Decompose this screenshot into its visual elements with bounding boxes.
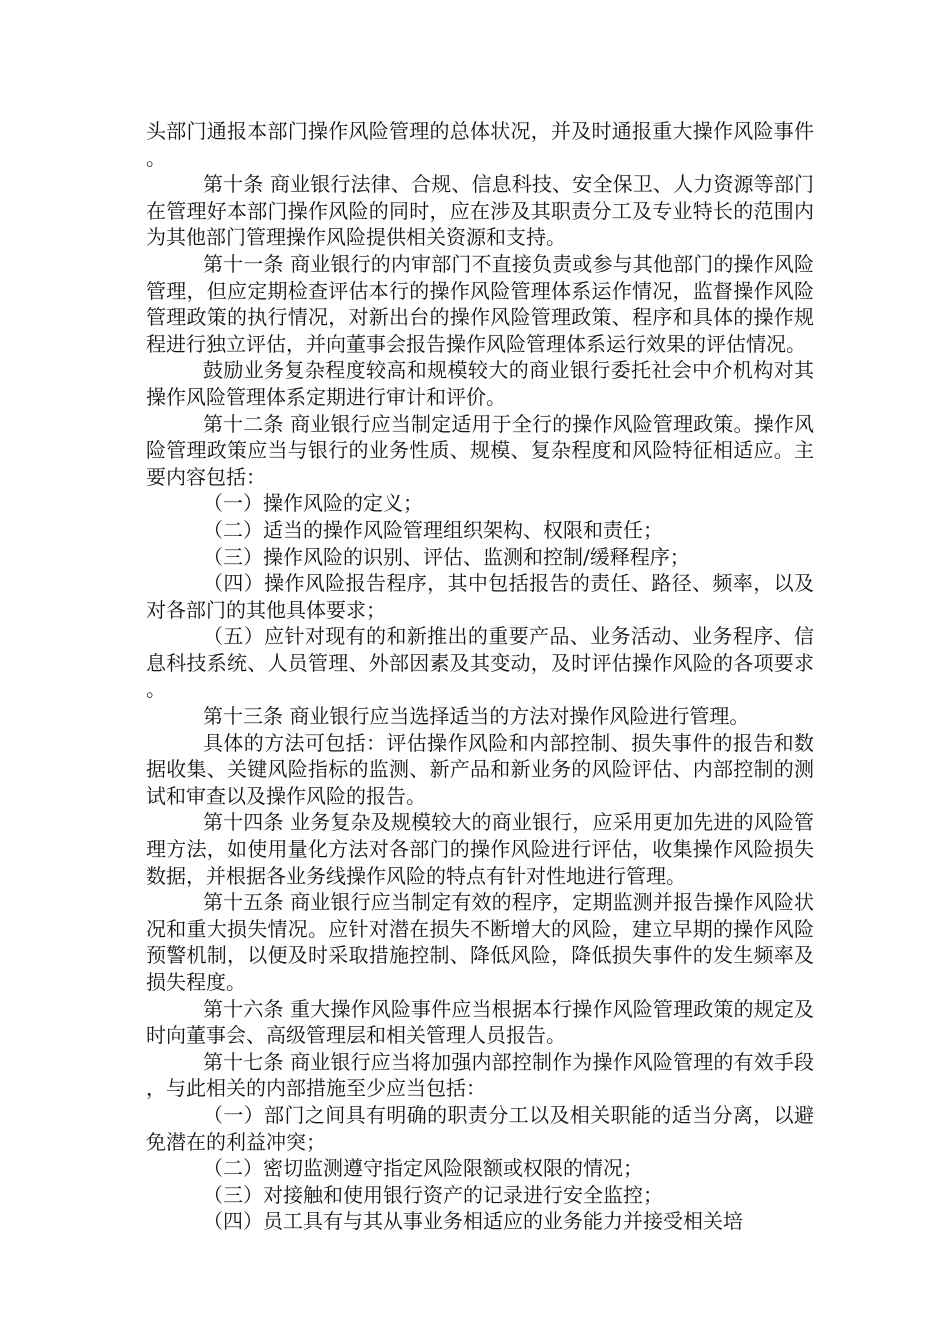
list-item: （一）操作风险的定义； [203, 491, 423, 516]
list-item: （二）密切监测遵守指定风险限额或权限的情况； [203, 1156, 643, 1181]
article-16: 第十六条 重大操作风险事件应当根据本行操作风险管理政策的规定及时向董事会、高级管理层和相关管理人员报告。 [146, 996, 814, 1048]
list-item: （四）操作风险报告程序，其中包括报告的责任、路径、频率，以及对各部门的其他具体要求； [146, 571, 814, 622]
list-item: （一）部门之间具有明确的职责分工以及相关职能的适当分离，以避免潜在的利益冲突； [146, 1102, 814, 1154]
article-10: 第十条 商业银行法律、合规、信息科技、安全保卫、人力资源等部门在管理好本部门操作风险的同时，应在涉及其职责分工及专业特长的范围内为其他部门管理操作风险提供相关资源和支持。 [146, 172, 814, 250]
document-page [146, 118, 814, 1235]
list-item: （五）应针对现有的和新推出的重要产品、业务活动、业务程序、信息科技系统、人员管理、外部因素及其变动，及时评估操作风险的各项要求。 [146, 624, 814, 702]
list-item: （二）适当的操作风险管理组织架构、权限和责任； [203, 517, 663, 542]
list-item: （三）对接触和使用银行资产的记录进行安全监控； [203, 1182, 663, 1207]
article-15: 第十五条 商业银行应当制定有效的程序，定期监测并报告操作风险状况和重大损失情况。应针对潜在损失不断增大的风险，建立早期的操作风险预警机制，以便及时采取措施控制、降低风险，降低损失事件的发生频率及损失程度。 [146, 890, 814, 994]
article-17: 第十七条 商业银行应当将加强内部控制作为操作风险管理的有效手段，与此相关的内部措施至少应当包括： [146, 1049, 814, 1101]
list-item: （四）员工具有与其从事业务相适应的业务能力并接受相关培 [203, 1209, 743, 1234]
article-12: 第十二条 商业银行应当制定适用于全行的操作风险管理政策。操作风险管理政策应当与银行的业务性质、规模、复杂程度和风险特征相适应。主要内容包括： [146, 411, 814, 489]
list-item: （三）操作风险的识别、评估、监测和控制/缓释程序； [203, 544, 690, 569]
paragraph: 头部门通报本部门操作风险管理的总体状况，并及时通报重大操作风险事件。 [146, 119, 814, 170]
paragraph: 鼓励业务复杂程度较高和规模较大的商业银行委托社会中介机构对其操作风险管理体系定期进行审计和评价。 [146, 358, 814, 409]
paragraph: 具体的方法可包括：评估操作风险和内部控制、损失事件的报告和数据收集、关键风险指标的监测、新产品和新业务的风险评估、内部控制的测试和审查以及操作风险的报告。 [146, 730, 814, 808]
article-14: 第十四条 业务复杂及规模较大的商业银行，应采用更加先进的风险管理方法，如使用量化方法对各部门的操作风险进行评估，收集操作风险损失数据，并根据各业务线操作风险的特点有针对性地进行管理。 [146, 810, 814, 888]
article-11: 第十一条 商业银行的内审部门不直接负责或参与其他部门的操作风险管理，但应定期检查评估本行的操作风险管理体系运作情况，监督操作风险管理政策的执行情况，对新出台的操作风险管理政策、程序和具体的操作规程进行独立评估，并向董事会报告操作风险管理体系运行效果的评估情况。 [146, 251, 814, 356]
article-13: 第十三条 商业银行应当选择适当的方法对操作风险进行管理。 [203, 704, 750, 729]
